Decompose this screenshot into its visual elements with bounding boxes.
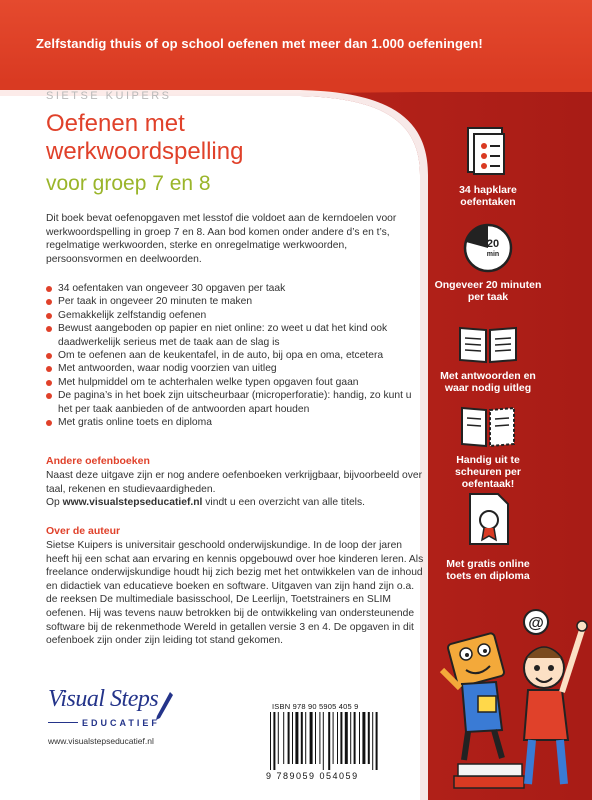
barcode-number: 9 789059 054059 [266,771,359,781]
feature-label: Ongeveer 20 minuten per taak [434,279,542,303]
feature-label: Met gratis online toets en diploma [446,558,530,582]
open-book-icon [456,322,520,366]
timer-unit: min [486,251,500,258]
barcode-bar [337,712,338,764]
feature-label: 34 hapklare oefentaken [459,184,517,208]
auteur-text: Sietse Kuipers is universitair geschoold onderwijskundige. In de loop der jaren heeft hij een schat aan ervaring en kennis opgebouwd over hoe kinderen leren. Als freelance onderwijskundige houdt hij zich bezig met het ontwikkelen van de inhoud en didactiek van educatieve boeken en software. Uitgaven van zijn hand zijn o.a. de reeksen De multimediale basisschool, De Leerlijn, Toetstrainers en SLIM oefenen. Hij was tevens nauw betrokken bij de ontwikkeling van ondersteunende software bij de rekenmethode Wereld in getallen versie 3 en 4. De opgaven in dit oefenboek zijn onder zijn leiding tot stand gekomen. [46,540,424,647]
barcode-bar [310,712,313,764]
author-name: SIETSE KUIPERS [46,90,172,102]
feature-label: Handig uit te scheuren per oefentaak! [455,454,521,490]
banner-text: Zelfstandig thuis of op school oefenen met meer dan 1.000 oefeningen! [36,36,483,51]
timer-number: 20 [486,238,500,250]
barcode-bar [328,712,330,770]
barcode-bar [278,712,279,764]
bullet-item: Bewust aangeboden op papier en niet online: zo weet u dat het kind ook daadwerkelijk serieus met de taak aan de slag is [46,322,422,349]
feature-label: Met antwoorden en waar nodig uitleg [440,370,536,394]
timer-icon [462,222,514,274]
andere-heading: Andere oefenboeken [46,455,150,467]
barcode-bar [305,712,306,764]
bullet-dot [46,326,52,332]
barcode-bar [372,712,373,770]
barcode-bar [359,712,360,764]
book-subtitle: voor groep 7 en 8 [46,172,211,195]
bullet-item: Met hulpmiddel om te achterhalen welke typen opgaven fout gaan [46,376,422,389]
svg-text:@: @ [528,615,544,632]
barcode-bar [315,712,316,764]
barcode-bar [295,712,298,764]
barcode [268,712,386,770]
barcode-bar [376,712,378,770]
barcode-bar [301,712,303,764]
bullet-dot [46,393,52,399]
barcode-bar [270,712,271,770]
bullet-dot [46,420,52,426]
bullet-dot [46,313,52,319]
barcode-bar [292,712,293,764]
barcode-bar [288,712,290,764]
title-line-1: Oefenen met [46,110,185,137]
barcode-bar [273,712,275,770]
bullet-dot [46,366,52,372]
bullet-item: De pagina’s in het boek zijn uitscheurbaar (microperforatie): handig, zo kunt u het per taak aanbieden of de antwoorden apart houden [46,389,422,416]
auteur-heading: Over de auteur [46,525,121,537]
barcode-bar [345,712,348,764]
certificate-icon [464,492,514,546]
barcode-bar [354,712,356,764]
isbn-text: ISBN 978 90 5905 405 9 [272,702,359,711]
bullet-dot [46,286,52,292]
bullet-item: Met gratis online toets en diploma [46,416,422,429]
cartoon-characters [432,600,592,800]
barcode-bar [333,712,334,764]
barcode-bar [283,712,284,764]
barcode-bar [340,712,342,764]
worksheet-icon [462,126,514,178]
tear-page-icon [458,404,518,450]
bullet-item: 34 oefentaken van ongeveer 30 opgaven per taak [46,282,422,295]
title-line-2: werkwoordspelling [46,138,244,165]
bullet-item: Gemakkelijk zelfstandig oefenen [46,309,422,322]
visual-steps-logo [48,686,178,756]
barcode-bar [323,712,324,770]
logo-line [48,722,78,723]
website-link[interactable]: www.visualstepseducatief.nl [62,497,203,509]
book-title [46,110,243,166]
bullet-dot [46,380,52,386]
andere-text: Naast deze uitgave zijn er nog andere oefenboeken verkrijgbaar, bijvoorbeeld over taal, rekenen en studievaardigheden. Op www.visualstepseducatief.nl vindt u een overzicht van alle titels. [46,470,423,509]
bullet-item: Om te oefenen aan de keukentafel, in de auto, bij opa en oma, etcetera [46,349,422,362]
logo-wordmark: Visual Steps [48,686,159,712]
bullet-item: Met antwoorden, waar nodig voorzien van uitleg [46,362,422,375]
logo-url: www.visualstepseducatief.nl [48,736,154,746]
barcode-bar [362,712,365,764]
bullet-dot [46,299,52,305]
feature-bullets [46,282,422,429]
logo-subtext: EDUCATIEF [82,718,160,728]
bullet-item: Per taak in ongeveer 20 minuten te maken [46,295,422,308]
intro-text: Dit boek bevat oefenopgaven met lesstof die voldoet aan de kerndoelen voor werkwoordspelling in groep 7 en 8. Aan bod komen onder andere d’s en t’s, regelmatige werkwoorden, sterke en onregelmatige werkwoorden, persoonsvormen en deelwoorden. [46,213,397,265]
barcode-bar [368,712,370,764]
barcode-bar [350,712,351,764]
barcode-bar [319,712,320,764]
bullet-dot [46,353,52,359]
